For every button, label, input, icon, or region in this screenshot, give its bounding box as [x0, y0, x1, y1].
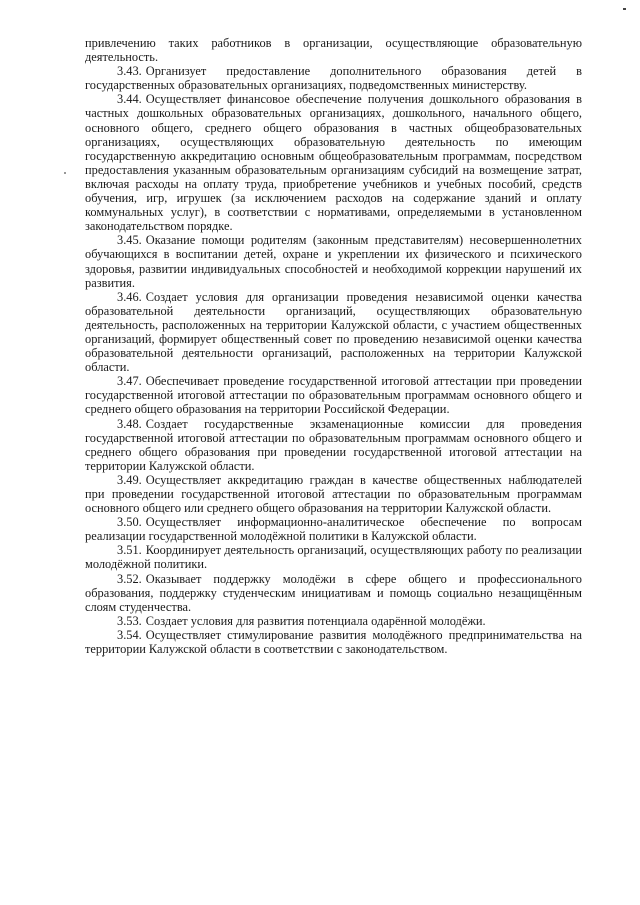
paragraph-3-48 — [85, 417, 582, 473]
paragraph-text: Координирует деятельность организаций, осуществляющих работу по реализации молодёжной политики. — [85, 543, 582, 572]
paragraph-text: Осуществляет аккредитацию граждан в качестве общественных наблюдателей при проведении государственной итоговой аттестации по образовательным программам основного общего или среднего общего образования на территории Калужской области. — [85, 472, 582, 516]
paragraph-text: привлечению таких работников в организации, осуществляющие образовательную деятельность. — [85, 36, 582, 65]
paragraph-text: Осуществляет информационно-аналитическое обеспечение по вопросам реализации государственной молодёжной политики в Калужской области. — [85, 515, 582, 544]
paragraph-3-46 — [85, 290, 582, 375]
paragraph-text: Оказывает поддержку молодёжи в сфере общего и профессионального образования, поддержку студенческим инициативам и помощь социально незащищённым слоям студенчества. — [85, 571, 582, 614]
paragraph-3-44 — [85, 92, 582, 233]
paragraph-continuation — [85, 36, 582, 64]
scan-dot — [64, 172, 66, 174]
paragraph-3-52 — [85, 572, 582, 614]
paragraph-number: 3.48. — [117, 416, 142, 431]
paragraph-number: 3.43. — [117, 64, 142, 79]
paragraph-3-51 — [85, 543, 582, 571]
paragraph-text: Обеспечивает проведение государственной итоговой аттестации при проведении государственной итоговой аттестации по образовательным программам основного общего и среднего общего образования на территории Российской Федерации. — [85, 374, 582, 417]
paragraph-3-49 — [85, 473, 582, 515]
paragraph-number: 3.51. — [117, 543, 142, 558]
paragraph-text: Организует предоставление дополнительного образования детей в государственных образовательных организациях, подведомственных министерству. — [85, 64, 582, 93]
paragraph-number: 3.47. — [117, 374, 142, 389]
document-page — [85, 36, 582, 656]
paragraph-number: 3.49. — [117, 472, 142, 487]
paragraph-3-54 — [85, 628, 582, 656]
paragraph-3-47 — [85, 374, 582, 416]
paragraph-number: 3.50. — [117, 515, 142, 530]
paragraph-3-43 — [85, 64, 582, 92]
paragraph-text: Оказание помощи родителям (законным представителям) несовершеннолетних обучающихся в воспитании детей, охране и укреплении их физического и психического здоровья, развитии индивидуальных способностей и необходимой коррекции нарушений их развития. — [85, 233, 582, 290]
paragraph-number: 3.52. — [117, 571, 142, 586]
paragraph-number: 3.45. — [117, 233, 142, 248]
paragraph-number: 3.54. — [117, 627, 142, 642]
paragraph-text: Создает условия для организации проведения независимой оценки качества образовательной деятельности организаций, осуществляющих образовательную деятельность, расположенных на территории Калужской области, с участием общественных организаций, формирует общественный совет по проведению независимой оценки качества образовательной деятельности организаций, расположенных на территории Калужской области. — [85, 289, 582, 375]
paragraph-text: Осуществляет финансовое обеспечение получения дошкольного образования в частных дошкольных образовательных организациях, дошкольного, начального общего, основного общего, среднего общего образования в частных общеобразовательных организациях, осуществляющих образовательную деятельность по имеющим государственную аккредитацию основным общеобразовательным программам, посредством предоставления указанным образовательным организациям субсидий на возмещение затрат, включая расходы на оплату труда, приобретение учебников и учебных пособий, средств обучения, игр, игрушек (за исключением расходов на содержание зданий и оплату коммунальных услуг), в соответствии с нормативами, определяемыми в установленном законодательством порядке. — [85, 92, 582, 234]
paragraph-number: 3.44. — [117, 92, 142, 107]
paragraph-text: Осуществляет стимулирование развития молодёжного предпринимательства на территории Калужской области в соответствии с законодательством. — [85, 627, 582, 657]
paragraph-text: Создает условия для развития потенциала одарённой молодёжи. — [145, 613, 486, 628]
paragraph-3-45 — [85, 233, 582, 289]
paragraph-text: Создает государственные экзаменационные комиссии для проведения государственной итоговой аттестации по образовательным программам основного общего и среднего общего образования при проведении государственной итоговой аттестации на территории Калужской области. — [85, 416, 582, 473]
scan-mark — [623, 8, 626, 10]
paragraph-3-50 — [85, 515, 582, 543]
paragraph-number: 3.53. — [117, 613, 142, 628]
paragraph-number: 3.46. — [117, 289, 142, 304]
paragraph-3-53 — [85, 614, 582, 628]
